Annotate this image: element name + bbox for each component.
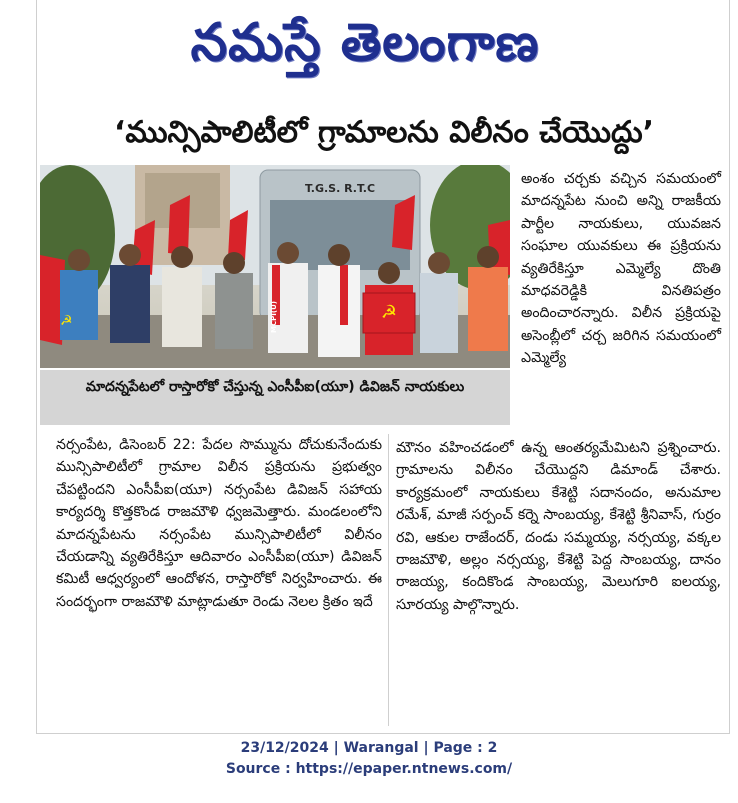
footer-source-link[interactable]: Source : https://epaper.ntnews.com/ — [225, 761, 513, 777]
article-paragraph: అంశం చర్చకు వచ్చిన సమయంలో మాదన్నపేట నుంచి అన్ని రాజకీయ పార్టీల నాయకులు, యువజన సంఘాల యువకులు ఈ ప్రక్రియను వ్యతిరేకిస్తూ ఎమ్మెల్యే దొంతి మాధవరెడ్డికి వినతిపత్రం అందించారన్నారు. విలీన ప్రక్రియపై అసెంబ్లీలో చర్చ జరిగిన సమయంలో ఎమ్మెల్యే — [521, 171, 721, 367]
footer-dateline: 23/12/2024 | Warangal | Page : 2 — [240, 740, 498, 756]
photo-caption: మాదన్నపేటలో రాస్తారోకో చేస్తున్న ఎంసీపీఐ(యూ) డివిజన్ నాయకులు — [40, 370, 510, 425]
article-right-column-bottom — [396, 437, 721, 616]
article-left-column — [56, 434, 382, 613]
mcpiu-banner-text: MCPI(U) — [270, 301, 278, 333]
protest-photo-illustration — [40, 165, 510, 368]
newspaper-masthead: నమస్తే తెలంగాణ — [190, 13, 540, 73]
flag-emblem-icon: ☭ — [60, 313, 73, 329]
protest-photo — [40, 165, 510, 368]
page-footer — [0, 738, 738, 780]
article-paragraph: నర్సంపేట, డిసెంబర్ 22: పేదల సొమ్మును దోచుకునేందుకు మున్సిపాలిటీలో గ్రామాల విలీన ప్రక్రియను ప్రభుత్వం చేపట్టిందని ఎంసీపీఐ(యూ) నర్సంపేట డివిజన్ సహాయ కార్యదర్శి కొత్తకొండ రాజమౌళి ధ్వజమెత్తారు. మండలంలోని మాదన్నపేటను నర్సంపేట మున్సిపాలిటీలో విలీనం చేయడాన్ని వ్యతిరేకిస్తూ ఆదివారం ఎంసీపీఐ(యూ) డివిజన్ కమిటీ ఆధ్వర్యంలో ఆందోళన, రాస్తారోకో నిర్వహించారు. ఈ సందర్భంగా రాజమౌళి మాట్లాడుతూ రెండు నెలల క్రితం ఇదే — [56, 437, 382, 610]
column-divider — [388, 434, 389, 726]
article-right-column-top — [521, 168, 721, 370]
article-headline: ‘మున్సిపాలిటీలో గ్రామాలను విలీనం చేయొద్దు’ — [114, 115, 654, 150]
hammer-sickle-icon: ☭ — [380, 302, 398, 323]
bus-sign: T.G.S. R.T.C — [304, 182, 376, 195]
article-paragraph: మౌనం వహించడంలో ఉన్న ఆంతర్యమేమిటని ప్రశ్నించారు. గ్రామాలను విలీనం చేయొద్దని డిమాండ్ చేశారు. కార్యక్రమంలో నాయకులు కేశెట్టి సదానందం, అనుమాల రమేశ్, మాజీ సర్పంచ్ కర్నె సాంబయ్య, కేశెట్టి శ్రీనివాస్, గుర్రం రవి, ఆకుల రాజేందర్, దండు సమ్మయ్య, నర్సయ్య, వక్కల రాజమౌళి, అల్లం నర్సయ్య, కేశెట్టి పెద్ద సాంబయ్య, దానం రాజయ్య, కందికొండ సాంబయ్య, మెలుగూరి ఐలయ్య, సూరయ్య పాల్గొన్నారు. — [396, 440, 721, 613]
